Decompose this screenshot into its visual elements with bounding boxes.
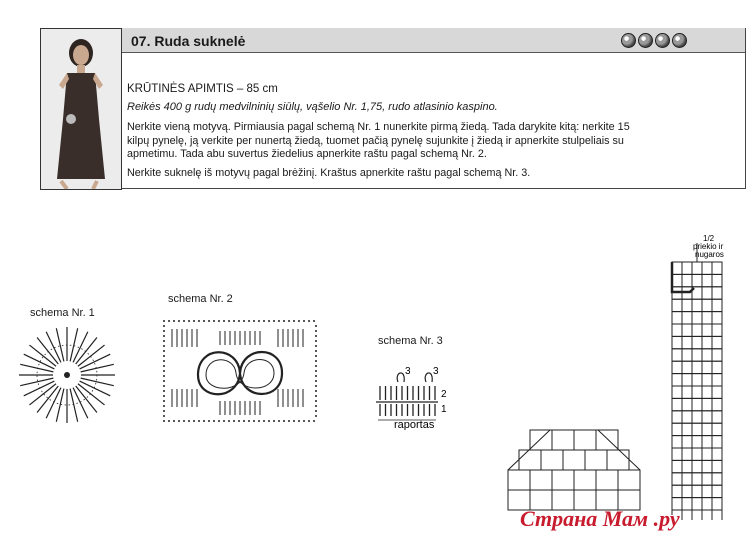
chain-dot (315, 400, 317, 402)
chain-dot (288, 420, 290, 422)
motif-cell (702, 262, 712, 274)
chain-dot (228, 320, 230, 322)
chain-dot (163, 340, 165, 342)
motif-cell (692, 386, 702, 398)
chain-dot (213, 320, 215, 322)
motif-cell (672, 274, 682, 286)
motif-cell (672, 349, 682, 361)
bust-measurement: KRŪTINĖS APIMTIS – 85 cm (127, 83, 278, 95)
chain-dot (203, 320, 205, 322)
dress-layout-chart (500, 232, 740, 520)
chain-dot (258, 320, 260, 322)
chain-dot (193, 320, 195, 322)
motif-cell (702, 287, 712, 299)
chain-dot (315, 395, 317, 397)
motif-cell (692, 312, 702, 324)
motif-cell (702, 485, 712, 497)
chain-dot (218, 320, 220, 322)
chain-dot (315, 350, 317, 352)
chain-dot (173, 420, 175, 422)
chain-dot (243, 420, 245, 422)
motif-cell (682, 436, 692, 448)
motif-cell (672, 299, 682, 311)
motif-cell (672, 448, 682, 460)
motif-cell (607, 450, 629, 470)
chain-dot (163, 390, 165, 392)
motif-cell (672, 361, 682, 373)
motif-cell (702, 398, 712, 410)
motif-cell (672, 312, 682, 324)
chain-dot (273, 420, 275, 422)
chain-dot (283, 420, 285, 422)
chain-dot (228, 420, 230, 422)
motif-cell (702, 436, 712, 448)
chart-label-2: priekio ir (693, 242, 724, 251)
motif-cell (712, 361, 722, 373)
chain-dot (208, 420, 210, 422)
motif-cell (702, 324, 712, 336)
chain-dot (273, 320, 275, 322)
motif-cell (712, 398, 722, 410)
raportas-label: raportas (394, 419, 435, 430)
schema-2-diagram (158, 315, 323, 427)
chain-dot (315, 365, 317, 367)
chain-dot (178, 420, 180, 422)
motif-cell (692, 423, 702, 435)
motif-cell (692, 485, 702, 497)
schema-1-diagram (14, 322, 120, 428)
difficulty-rating (621, 33, 721, 49)
chain-dot (238, 320, 240, 322)
motif-cell (712, 498, 722, 510)
chain-dot (233, 320, 235, 322)
chain-dot (253, 320, 255, 322)
chain-dot (293, 320, 295, 322)
motif-cell (682, 324, 692, 336)
motif-cell (530, 430, 552, 450)
chain-dot (303, 320, 305, 322)
motif-cell (682, 274, 692, 286)
chain-dot (243, 320, 245, 322)
instructions-paragraph-1: Nerkite vieną motyvą. Pirmiausia pagal schemą Nr. 1 nunerkite pirmą žiedą. Tada darykite kitą: nerkite 15 kilpų pynelę, ją verkite per nunertą žiedą, tuomet pačią pynelę sujunkite į žiedą ir apnerkite stulpeliais su apmetimu. Tada abu suvertus žiedelius apnerkite raštu pagal schemą Nr. 2. (127, 121, 630, 160)
armhole-line (672, 262, 694, 292)
motif-cell (672, 460, 682, 472)
chain-dot (258, 420, 260, 422)
materials-text: Reikės 400 g rudų medvilninių siūlų, vąšelio Nr. 1,75, rudo atlasinio kaspino. (127, 101, 498, 113)
motif-cell (692, 498, 702, 510)
chain-dot (315, 325, 317, 327)
motif-cell (692, 361, 702, 373)
motif-cell (672, 262, 682, 274)
chain-dot (223, 420, 225, 422)
chain-dot (313, 320, 315, 322)
motif-cell (702, 349, 712, 361)
schema-3-row-2: 2 (441, 389, 447, 400)
yarn-ball-icon (655, 33, 670, 48)
yarn-ball-icon (638, 33, 653, 48)
motif-cell (672, 411, 682, 423)
motif-cell (692, 411, 702, 423)
motif-cell (682, 336, 692, 348)
model-photo (40, 28, 122, 190)
motif-cell (712, 411, 722, 423)
chain-dot (213, 420, 215, 422)
motif-cell (702, 460, 712, 472)
schema-3-diagram (372, 362, 462, 430)
motif-cell (682, 361, 692, 373)
motif-cell (519, 450, 541, 470)
motif-cell (692, 274, 702, 286)
motif-cell (692, 448, 702, 460)
motif-cell (712, 262, 722, 274)
motif-cell (672, 324, 682, 336)
schema-3-row-1: 1 (441, 404, 447, 415)
chain-dot (208, 320, 210, 322)
motif-cell (692, 262, 702, 274)
chain-dot (308, 420, 310, 422)
chain-dot (163, 325, 165, 327)
chain-dot (173, 320, 175, 322)
chain-dot (163, 380, 165, 382)
header-bottom-rule (40, 188, 746, 189)
chain-dot (315, 335, 317, 337)
motif-cell (692, 510, 702, 520)
chain-dot (315, 330, 317, 332)
chain-dot (283, 320, 285, 322)
page-title: 07. Ruda suknelė (131, 33, 246, 49)
motif-cell (682, 423, 692, 435)
motif-cell (574, 430, 596, 450)
motif-cell (712, 485, 722, 497)
chain-dot (203, 420, 205, 422)
chain-dot (163, 375, 165, 377)
site-watermark: Страна Мам .ру (520, 506, 680, 531)
motif-cell (585, 450, 607, 470)
motif-cell (672, 473, 682, 485)
motif-cell (692, 398, 702, 410)
motif-cell (712, 473, 722, 485)
chain-dot (163, 345, 165, 347)
chain-dot (315, 340, 317, 342)
motif-cell (563, 450, 585, 470)
motif-cell (672, 386, 682, 398)
chain-dot (308, 320, 310, 322)
schema-2-label: schema Nr. 2 (168, 293, 233, 305)
motif-cell (692, 299, 702, 311)
chain-dot (315, 385, 317, 387)
chain-dot (278, 420, 280, 422)
chain-dot (163, 385, 165, 387)
motif-cell (672, 485, 682, 497)
chain-dot (298, 320, 300, 322)
motif-cell (702, 312, 712, 324)
chain-dot (223, 320, 225, 322)
chain-dot (178, 320, 180, 322)
motif-cell (672, 398, 682, 410)
chain-dot (268, 320, 270, 322)
motif-cell (682, 386, 692, 398)
motif-cell (692, 374, 702, 386)
chain-dot (253, 420, 255, 422)
chain-dot (315, 415, 317, 417)
chain-dot (168, 420, 170, 422)
chain-dot (163, 350, 165, 352)
motif-cell (692, 336, 702, 348)
motif-cell (596, 430, 618, 450)
schema-1-label: schema Nr. 1 (30, 307, 95, 319)
motif-cell (702, 448, 712, 460)
motif-cell (508, 470, 530, 490)
chain-dot (218, 420, 220, 422)
motif-cell (682, 411, 692, 423)
motif-cell (702, 274, 712, 286)
chart-label-1: 1/2 (703, 234, 715, 243)
motif-cell (552, 470, 574, 490)
chain-dot (163, 370, 165, 372)
chain-dot (183, 420, 185, 422)
chain-dot (315, 370, 317, 372)
chain-dot (313, 420, 315, 422)
motif-cell (702, 510, 712, 520)
motif-cell (682, 349, 692, 361)
chain-dot (163, 355, 165, 357)
chain-dot (163, 400, 165, 402)
chain-dot (163, 335, 165, 337)
motif-cell (682, 498, 692, 510)
motif-cell (530, 470, 552, 490)
motif-cell (712, 336, 722, 348)
chain-dot (168, 320, 170, 322)
motif-cell (712, 274, 722, 286)
chain-dot (315, 360, 317, 362)
motif-cell (702, 299, 712, 311)
motif-cell (692, 436, 702, 448)
chart-label-3: nugaros (695, 250, 724, 259)
schema-3-label: schema Nr. 3 (378, 335, 443, 347)
chain-dot (193, 420, 195, 422)
chain-dot (163, 405, 165, 407)
motif-cell (712, 299, 722, 311)
motif-cell (682, 299, 692, 311)
motif-cell (692, 473, 702, 485)
motif-cell (712, 312, 722, 324)
motif-cell (682, 398, 692, 410)
motif-cell (702, 336, 712, 348)
yarn-ball-icon (621, 33, 636, 48)
motif-cell (692, 460, 702, 472)
chain-dot (183, 320, 185, 322)
motif-cell (682, 485, 692, 497)
chain-dot (315, 405, 317, 407)
motif-cell (682, 312, 692, 324)
motif-cell (712, 436, 722, 448)
chain-dot (288, 320, 290, 322)
motif-cell (702, 498, 712, 510)
motif-cell (682, 473, 692, 485)
motif-cell (702, 361, 712, 373)
motif-cell (682, 460, 692, 472)
motif-cell (682, 374, 692, 386)
header-right-rule (745, 28, 746, 188)
chain-dot (278, 320, 280, 322)
motif-cell (682, 448, 692, 460)
chain-dot (163, 420, 165, 422)
chain-dot (198, 420, 200, 422)
chain-dot (315, 390, 317, 392)
motif-cell (712, 510, 722, 520)
motif-cell (712, 349, 722, 361)
instructions-paragraph-2: Nerkite suknelę iš motyvų pagal brėžinį. Kraštus apnerkite raštu pagal schemą Nr. 3. (127, 167, 531, 179)
motif-cell (712, 423, 722, 435)
motif-cell (702, 473, 712, 485)
superscript-3-left: 3 (405, 366, 411, 377)
chain-dot (163, 415, 165, 417)
chain-dot (303, 420, 305, 422)
motif-cell (672, 336, 682, 348)
motif-cell (552, 430, 574, 450)
motif-cell (692, 349, 702, 361)
chain-dot (163, 330, 165, 332)
chain-dot (248, 420, 250, 422)
chain-dot (163, 395, 165, 397)
motif-cell (672, 423, 682, 435)
motif-cell (692, 324, 702, 336)
motif-cell (712, 324, 722, 336)
motif-cell (596, 470, 618, 490)
chain-dot (163, 365, 165, 367)
chain-dot (188, 420, 190, 422)
chain-dot (163, 320, 165, 322)
chain-dot (293, 420, 295, 422)
motif-cell (541, 450, 563, 470)
chain-dot (268, 420, 270, 422)
motif-cell (618, 470, 640, 490)
chain-dot (163, 360, 165, 362)
motif-cell (702, 386, 712, 398)
yarn-ball-icon (672, 33, 687, 48)
chain-dot (315, 345, 317, 347)
chain-dot (238, 420, 240, 422)
chain-dot (263, 420, 265, 422)
motif-cell (712, 460, 722, 472)
motif-cell (702, 423, 712, 435)
chain-dot (163, 410, 165, 412)
chain-dot (315, 375, 317, 377)
motif-cell (712, 287, 722, 299)
chain-dot (315, 355, 317, 357)
motif-cell (712, 374, 722, 386)
superscript-3-right: 3 (433, 366, 439, 377)
motif-cell (574, 470, 596, 490)
motif-cell (702, 374, 712, 386)
chain-dot (233, 420, 235, 422)
motif-cell (712, 448, 722, 460)
motif-cell (712, 386, 722, 398)
chain-dot (248, 320, 250, 322)
motif-cell (672, 436, 682, 448)
chain-dot (315, 410, 317, 412)
motif-cell (682, 510, 692, 520)
motif-cell (672, 374, 682, 386)
chain-dot (198, 320, 200, 322)
motif-cell (682, 262, 692, 274)
chain-dot (298, 420, 300, 422)
chain-dot (188, 320, 190, 322)
chain-dot (315, 380, 317, 382)
chain-dot (263, 320, 265, 322)
motif-cell (702, 411, 712, 423)
